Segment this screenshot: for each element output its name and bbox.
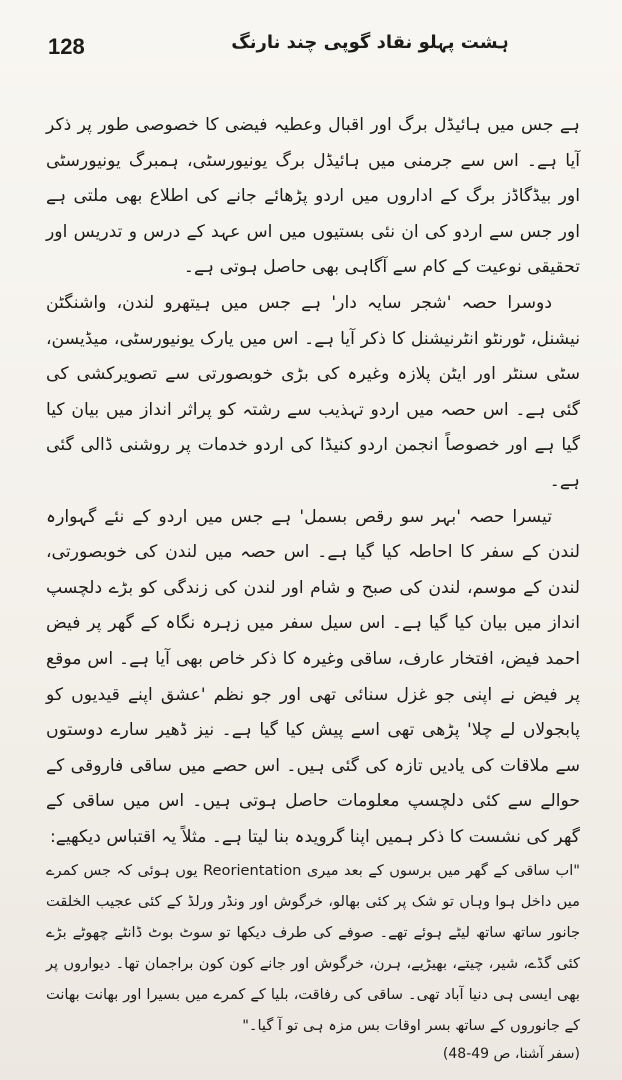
page-number: 128 [48, 34, 85, 59]
page-body [46, 108, 580, 1067]
citation: (سفر آشنا، ص 49-48) [442, 1046, 580, 1063]
paragraph-2: دوسرا حصہ 'شجر سایہ دار' ہے جس میں ہیتھرو لندن، واشنگٹن نیشنل، ٹورنٹو انٹرنیشنل کا ذکر آیا ہے۔ اس میں یارک یونیورسٹی، میڈیسن، سٹی سنٹر اور ایٹن پلازہ وغیرہ کی بڑی خوبصورتی سے تصویرکشی کی گئی ہے۔ اس حصہ میں اردو تہذیب سے رشتہ کو پراثر انداز میں بیان کیا گیا ہے اور خصوصاً انجمن اردو کنیڈا کی اردو خدمات پر روشنی ڈالی گئی ہے۔ [46, 292, 580, 491]
page-header [48, 30, 582, 70]
running-title: ہشت پہلو نقاد گوپی چند نارنگ [231, 32, 509, 53]
block-quote: "اب ساقی کے گھر میں برسوں کے بعد میری Reorientation یوں ہوئی کہ جس کمرے میں داخل ہوا وہاں تو شک پر کئی بھالو، خرگوش اور ونڈر ورلڈ کے کئی عجیب الخلقت جانور ساتھ ساتھ لیٹے ہوئے تھے۔ صوفے کی طرف دیکھا تو سوٹ بوٹ ڈانٹے چھوٹے بڑے کئی گڈے، شیر، چیتے، بھیڑیے، ہرن، خرگوش اور جانے کون کون براجمان تھا۔ دیواروں پر بھی ایسی ہی دنیا آباد تھی۔ ساقی کی رفاقت، بلیا کے کمرے میں بسیرا اور بھانت بھانت کے جانوروں کے ساتھ بسر اوقات بس مزہ ہی تو آ گیا۔" [46, 862, 580, 1035]
paragraph-3: تیسرا حصہ 'بہر سو رقص بسمل' ہے جس میں اردو کے نئے گہوارہ لندن کے سفر کا احاطہ کیا گیا ہے۔ اس حصہ میں لندن کی خوبصورتی، لندن کے موسم، لندن کی صبح و شام اور لندن کی زندگی کو بڑے دلچسپ انداز میں بیان کیا گیا ہے۔ اس سیل سفر میں زہرہ نگاہ کے گھر پر فیض احمد فیض، افتخار عارف، ساقی وغیرہ کا ذکر خاص بھی آیا ہے۔ اس موقع پر فیض نے اپنی جو غزل سنائی تھی اور جو نظم 'عشق اپنے قیدیوں کو پابجولاں لے چلا' پڑھی تھی اسے پیش کیا گیا ہے۔ نیز ڈھیر سارے دوستوں سے ملاقات کی یادیں تازہ کی گئی ہیں۔ اس حصے میں ساقی فاروقی کے حوالے سے کئی دلچسپ معلومات حاصل ہوتی ہیں۔ اس میں ساقی کے گھر کی نشست کا ذکر ہمیں اپنا گرویدہ بنا لیتا ہے۔ مثلاً یہ اقتباس دیکھیے: [46, 506, 580, 847]
paragraph-1: ہے جس میں ہائیڈل برگ اور اقبال وعطیہ فیضی کا خصوصی طور پر ذکر آیا ہے۔ اس سے جرمنی میں ہائیڈل برگ یونیورسٹی، ہمبرگ یونیورسٹی اور بیڈگاڈز برگ کے اداروں میں اردو پڑھائے جانے کی اطلاع بھی ملتی ہے اور جس سے اردو کی ان نئی بستیوں میں اس عہد کے درس و تدریس اور تحقیقی نوعیت کے کام سے آگاہی بھی حاصل ہوتی ہے۔ [46, 115, 580, 278]
